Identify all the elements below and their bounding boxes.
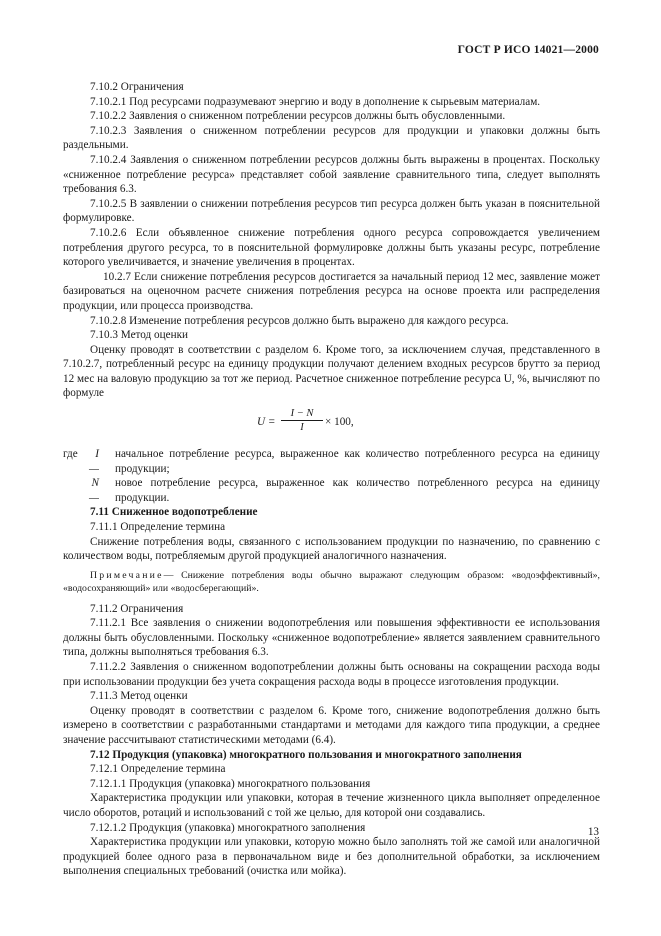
- note: [63, 569, 600, 596]
- clause-7-11-3: 7.11.3 Метод оценки: [90, 690, 188, 703]
- reuse-definition: Характеристика продукции или упаковки, которая в течение жизненного цикла выполняет определенное число оборотов, ротаций и использований с той же целью, для которой они создавались.: [63, 792, 600, 819]
- clause-7-12-1-1: 7.12.1.1 Продукция (упаковка) многократного пользования: [90, 777, 371, 790]
- definition-symbol: N —: [89, 477, 99, 504]
- definition-item: [63, 447, 600, 476]
- definition-item: [63, 476, 600, 505]
- note-label: Примечание: [90, 569, 164, 581]
- definition-text: начальное потребление ресурса, выраженное как количество потребленного ресурса на единицу продукции;: [115, 448, 600, 475]
- clause-7-11-2: 7.11.2 Ограничения: [90, 602, 184, 615]
- assessment-paragraph: Оценку проводят в соответствии с разделом 6. Кроме того, за исключением случая, представленного в 7.10.2.7, потребленный ресурс на единицу продукции получают делением входных ресурсов брутто за период 12 мес на валовую продукцию за тот же период. Расчетное сниженное потребление ресурса U, %, вычисляют по формуле: [63, 343, 600, 400]
- clause-10-2-7: 10.2.7 Если снижение потребления ресурсов достигается за начальный период 12 мес, заявление может базироваться на оценочном расчете снижения потребления ресурса на основе проекта или распределения продукции, или процесса производства.: [63, 270, 600, 312]
- clause-7-10-2-3: 7.10.2.3 Заявления о сниженном потреблении ресурсов для продукции и упаковки должны быть раздельными.: [63, 124, 600, 152]
- definition-paragraph: Снижение потребления воды, связанного с использованием продукции по назначению, по сравнению с количеством воды, потребляемым другой продукцией аналогичного назначения.: [63, 535, 600, 563]
- note-text: — Снижение потребления воды обычно выражают следующим образом: «водоэффективный», «водосохраняющий» или «водосберегающий».: [63, 569, 600, 595]
- clause-7-10-2-5: 7.10.2.5 В заявлении о снижении потребления ресурсов тип ресурса должен быть указан в пояснительной формулировке.: [63, 197, 600, 225]
- clause-7-10-2-8: 7.10.2.8 Изменение потребления ресурсов должно быть выражено для каждого ресурса.: [90, 314, 509, 327]
- clause-7-11-2-2: 7.11.2.2 Заявления о сниженном водопотреблении должны быть основаны на сокращении расхода воды при использовании продукции без учета сокращения расхода воды в процессе изготовления продукции.: [63, 661, 600, 688]
- clause-7-10-3: 7.10.3 Метод оценки: [90, 329, 188, 342]
- clause-7-10-2-4: 7.10.2.4 Заявления о сниженном потреблении ресурсов должны быть выражены в процентах. Поскольку «сниженное потребление ресурса» представляет собой заявление сравнительного типа, следует выполнять требования 6.3.: [63, 153, 600, 196]
- formula-lhs: U =: [257, 416, 276, 429]
- clause-7-12-1: 7.12.1 Определение термина: [90, 763, 226, 776]
- definition-prefix: [63, 476, 87, 505]
- formula-fraction: [281, 407, 323, 434]
- document-header: ГОСТ Р ИСО 14021—2000: [457, 44, 599, 56]
- resource-formula: [63, 407, 600, 437]
- clause-7-10-2: 7.10.2 Ограничения: [90, 81, 184, 93]
- formula-rhs: × 100,: [325, 416, 354, 429]
- clause-7-12-1-2: 7.12.1.2 Продукция (упаковка) многократного заполнения: [90, 821, 366, 834]
- refill-definition: Характеристика продукции или упаковки, которую можно было заполнять той же самой или аналогичной продукцией более одного раза в первоначальном виде и без дополнительной обработки, за исключением выполнения специальных требований (очистка или мойка).: [63, 836, 600, 878]
- formula-numerator: I − N: [281, 407, 323, 421]
- clause-7-10-2-1: 7.10.2.1 Под ресурсами подразумевают энергию и воду в дополнение к сырьевым материалам.: [90, 95, 541, 108]
- section-7-12-title: 7.12 Продукция (упаковка) многократного пользования и многократного заполнения: [90, 748, 522, 761]
- page-number: 13: [587, 826, 599, 838]
- assessment-paragraph-2: Оценку проводят в соответствии с разделом 6. Кроме того, снижение водопотребления должно быть измерено в соответствии с разработанными стандартами и методами для каждого типа продукции, а среднее значение рассчитывают статистическими методами (6.4).: [63, 704, 600, 746]
- definition-symbol: I —: [89, 448, 99, 475]
- section-7-11-title: 7.11 Сниженное водопотребление: [90, 506, 258, 519]
- clause-7-10-2-2: 7.10.2.2 Заявления о сниженном потреблении ресурсов должны быть обусловленными.: [90, 110, 506, 123]
- definition-prefix: где: [63, 448, 78, 461]
- clause-7-10-2-6: 7.10.2.6 Если объявленное снижение потребления одного ресурса сопровождается увеличением потребления другого ресурса, то в пояснительной формулировке должны быть указаны ресурс, потребление которого увеличивается, и значение увеличения в процентах.: [63, 226, 600, 269]
- definition-text: новое потребление ресурса, выраженное как количество потребленного ресурса на единицу продукции.: [115, 477, 600, 504]
- formula-denominator: I: [300, 422, 304, 434]
- clause-7-11-1: 7.11.1 Определение термина: [90, 521, 226, 534]
- clause-7-11-2-1: 7.11.2.1 Все заявления о снижении водопотребления или повышения эффективности ее использования должны быть обусловленными. Поскольку «сниженное водопотребление» является заявлением сравнительного типа, должны выполняться требования 6.3.: [63, 617, 600, 659]
- document-body: [63, 80, 600, 879]
